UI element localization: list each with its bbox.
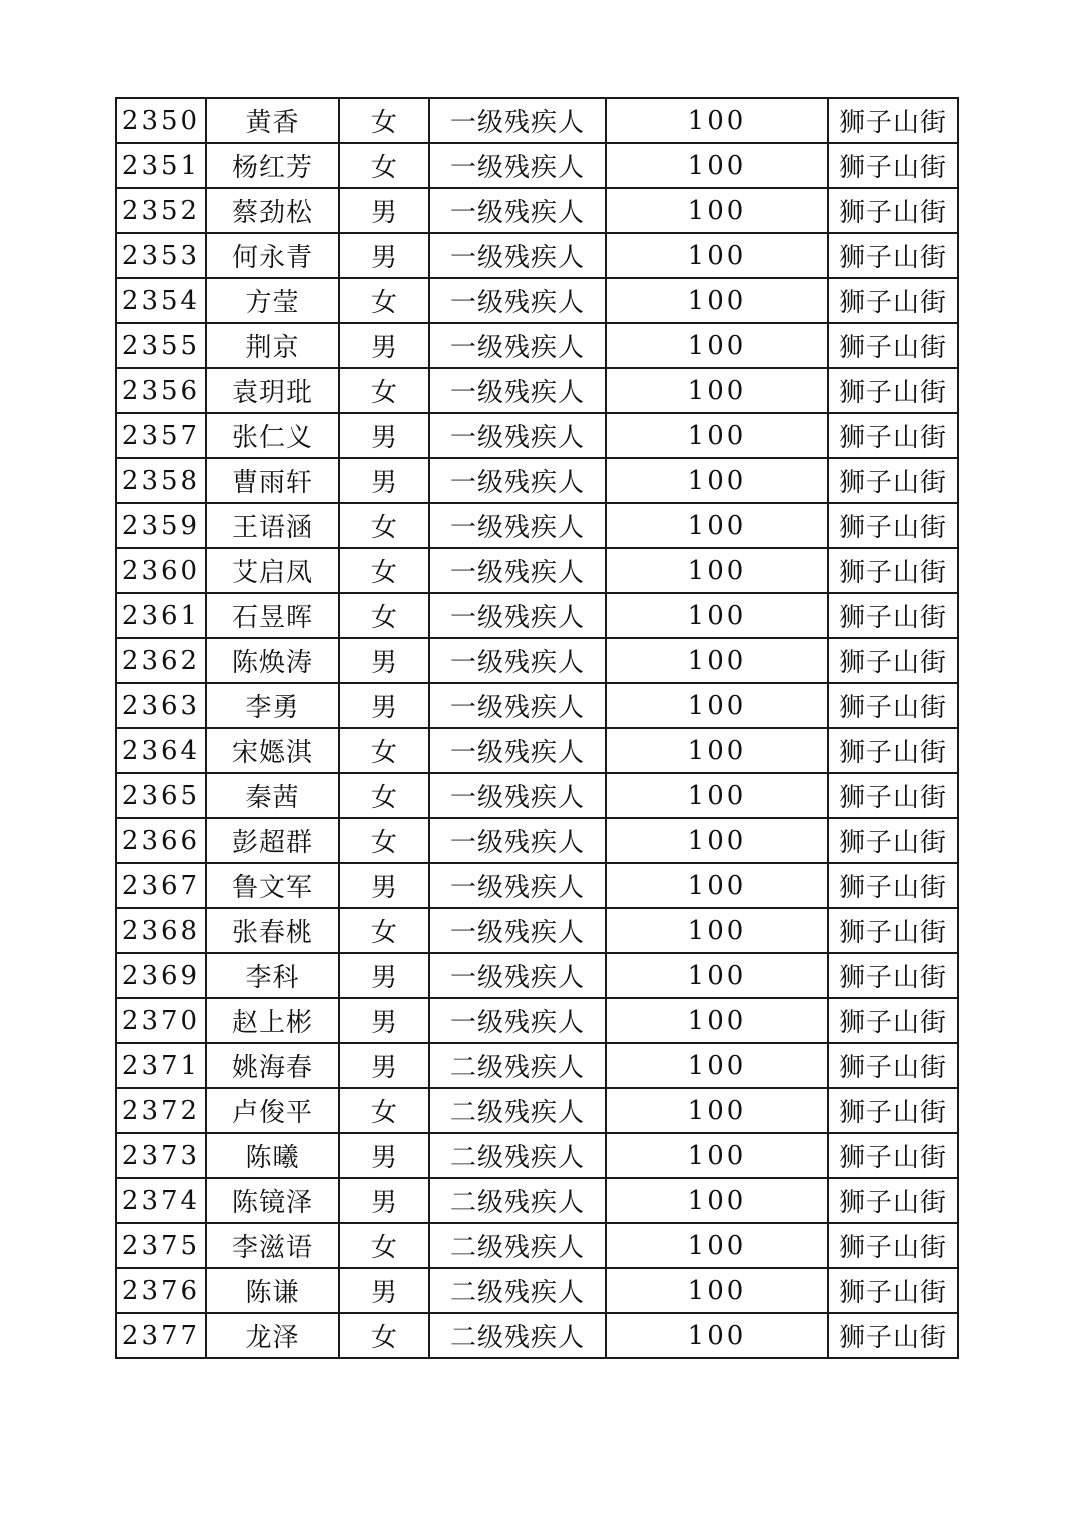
name-cell: 陈焕涛 xyxy=(206,638,339,683)
name-cell: 王语涵 xyxy=(206,503,339,548)
serial-number-cell: 2353 xyxy=(116,233,206,278)
gender-cell: 男 xyxy=(339,188,429,233)
name-cell: 蔡劲松 xyxy=(206,188,339,233)
gender-cell: 女 xyxy=(339,143,429,188)
serial-number-cell: 2361 xyxy=(116,593,206,638)
name-cell: 张仁义 xyxy=(206,413,339,458)
gender-cell: 女 xyxy=(339,368,429,413)
table-row xyxy=(116,1223,958,1268)
gender-cell: 女 xyxy=(339,593,429,638)
name-cell: 秦茜 xyxy=(206,773,339,818)
street-cell: 狮子山街 xyxy=(828,548,958,593)
gender-cell: 男 xyxy=(339,1133,429,1178)
name-cell: 彭超群 xyxy=(206,818,339,863)
amount-cell: 100 xyxy=(606,593,828,638)
serial-number-cell: 2363 xyxy=(116,683,206,728)
serial-number-cell: 2371 xyxy=(116,1043,206,1088)
gender-cell: 女 xyxy=(339,773,429,818)
name-cell: 龙泽 xyxy=(206,1313,339,1358)
amount-cell: 100 xyxy=(606,1313,828,1358)
name-cell: 宋嫕淇 xyxy=(206,728,339,773)
amount-cell: 100 xyxy=(606,278,828,323)
table-row xyxy=(116,1043,958,1088)
gender-cell: 男 xyxy=(339,998,429,1043)
street-cell: 狮子山街 xyxy=(828,1088,958,1133)
name-cell: 袁玥玭 xyxy=(206,368,339,413)
table-row xyxy=(116,728,958,773)
amount-cell: 100 xyxy=(606,98,828,143)
street-cell: 狮子山街 xyxy=(828,1313,958,1358)
gender-cell: 女 xyxy=(339,1088,429,1133)
street-cell: 狮子山街 xyxy=(828,683,958,728)
table-row xyxy=(116,323,958,368)
disability-level-cell: 一级残疾人 xyxy=(429,188,606,233)
table-row xyxy=(116,503,958,548)
street-cell: 狮子山街 xyxy=(828,278,958,323)
serial-number-cell: 2374 xyxy=(116,1178,206,1223)
table-row xyxy=(116,413,958,458)
street-cell: 狮子山街 xyxy=(828,818,958,863)
amount-cell: 100 xyxy=(606,908,828,953)
gender-cell: 女 xyxy=(339,728,429,773)
street-cell: 狮子山街 xyxy=(828,413,958,458)
street-cell: 狮子山街 xyxy=(828,728,958,773)
street-cell: 狮子山街 xyxy=(828,953,958,998)
name-cell: 陈谦 xyxy=(206,1268,339,1313)
gender-cell: 女 xyxy=(339,98,429,143)
serial-number-cell: 2373 xyxy=(116,1133,206,1178)
serial-number-cell: 2365 xyxy=(116,773,206,818)
street-cell: 狮子山街 xyxy=(828,1043,958,1088)
gender-cell: 女 xyxy=(339,503,429,548)
disability-level-cell: 一级残疾人 xyxy=(429,278,606,323)
amount-cell: 100 xyxy=(606,953,828,998)
disability-level-cell: 一级残疾人 xyxy=(429,998,606,1043)
table-row xyxy=(116,998,958,1043)
table-row xyxy=(116,1133,958,1178)
table-row xyxy=(116,188,958,233)
amount-cell: 100 xyxy=(606,818,828,863)
disability-level-cell: 一级残疾人 xyxy=(429,863,606,908)
street-cell: 狮子山街 xyxy=(828,458,958,503)
street-cell: 狮子山街 xyxy=(828,773,958,818)
disability-level-cell: 一级残疾人 xyxy=(429,233,606,278)
amount-cell: 100 xyxy=(606,503,828,548)
gender-cell: 女 xyxy=(339,818,429,863)
gender-cell: 男 xyxy=(339,323,429,368)
disability-level-cell: 二级残疾人 xyxy=(429,1088,606,1133)
amount-cell: 100 xyxy=(606,413,828,458)
amount-cell: 100 xyxy=(606,728,828,773)
table-row xyxy=(116,278,958,323)
amount-cell: 100 xyxy=(606,638,828,683)
gender-cell: 女 xyxy=(339,548,429,593)
gender-cell: 男 xyxy=(339,638,429,683)
name-cell: 李勇 xyxy=(206,683,339,728)
table-row xyxy=(116,1268,958,1313)
table-row xyxy=(116,98,958,143)
street-cell: 狮子山街 xyxy=(828,98,958,143)
disability-level-cell: 一级残疾人 xyxy=(429,638,606,683)
serial-number-cell: 2377 xyxy=(116,1313,206,1358)
serial-number-cell: 2351 xyxy=(116,143,206,188)
gender-cell: 女 xyxy=(339,278,429,323)
disability-level-cell: 一级残疾人 xyxy=(429,593,606,638)
table-row xyxy=(116,458,958,503)
disability-level-cell: 一级残疾人 xyxy=(429,773,606,818)
name-cell: 陈镜泽 xyxy=(206,1178,339,1223)
disability-level-cell: 一级残疾人 xyxy=(429,458,606,503)
name-cell: 李科 xyxy=(206,953,339,998)
amount-cell: 100 xyxy=(606,863,828,908)
name-cell: 石昱晖 xyxy=(206,593,339,638)
table-row xyxy=(116,953,958,998)
table-row xyxy=(116,683,958,728)
amount-cell: 100 xyxy=(606,143,828,188)
disability-level-cell: 一级残疾人 xyxy=(429,503,606,548)
street-cell: 狮子山街 xyxy=(828,998,958,1043)
table-row xyxy=(116,863,958,908)
disability-level-cell: 二级残疾人 xyxy=(429,1223,606,1268)
serial-number-cell: 2350 xyxy=(116,98,206,143)
street-cell: 狮子山街 xyxy=(828,188,958,233)
street-cell: 狮子山街 xyxy=(828,1223,958,1268)
serial-number-cell: 2367 xyxy=(116,863,206,908)
serial-number-cell: 2366 xyxy=(116,818,206,863)
gender-cell: 男 xyxy=(339,1178,429,1223)
street-cell: 狮子山街 xyxy=(828,368,958,413)
street-cell: 狮子山街 xyxy=(828,638,958,683)
gender-cell: 男 xyxy=(339,863,429,908)
street-cell: 狮子山街 xyxy=(828,233,958,278)
serial-number-cell: 2358 xyxy=(116,458,206,503)
name-cell: 艾启凤 xyxy=(206,548,339,593)
name-cell: 方莹 xyxy=(206,278,339,323)
table-row xyxy=(116,593,958,638)
serial-number-cell: 2356 xyxy=(116,368,206,413)
disability-level-cell: 二级残疾人 xyxy=(429,1178,606,1223)
name-cell: 荆京 xyxy=(206,323,339,368)
table-body xyxy=(116,98,958,1358)
serial-number-cell: 2362 xyxy=(116,638,206,683)
table-row xyxy=(116,773,958,818)
serial-number-cell: 2359 xyxy=(116,503,206,548)
table-row xyxy=(116,368,958,413)
street-cell: 狮子山街 xyxy=(828,1133,958,1178)
amount-cell: 100 xyxy=(606,548,828,593)
amount-cell: 100 xyxy=(606,773,828,818)
disability-level-cell: 二级残疾人 xyxy=(429,1043,606,1088)
serial-number-cell: 2372 xyxy=(116,1088,206,1133)
street-cell: 狮子山街 xyxy=(828,143,958,188)
amount-cell: 100 xyxy=(606,1268,828,1313)
name-cell: 赵上彬 xyxy=(206,998,339,1043)
amount-cell: 100 xyxy=(606,368,828,413)
gender-cell: 男 xyxy=(339,233,429,278)
table-row xyxy=(116,638,958,683)
gender-cell: 女 xyxy=(339,1313,429,1358)
disability-level-cell: 二级残疾人 xyxy=(429,1133,606,1178)
serial-number-cell: 2368 xyxy=(116,908,206,953)
serial-number-cell: 2357 xyxy=(116,413,206,458)
document-page xyxy=(115,97,959,1359)
disability-level-cell: 一级残疾人 xyxy=(429,98,606,143)
name-cell: 曹雨轩 xyxy=(206,458,339,503)
amount-cell: 100 xyxy=(606,1088,828,1133)
amount-cell: 100 xyxy=(606,458,828,503)
amount-cell: 100 xyxy=(606,323,828,368)
disability-level-cell: 一级残疾人 xyxy=(429,818,606,863)
table-row xyxy=(116,548,958,593)
disability-level-cell: 一级残疾人 xyxy=(429,728,606,773)
serial-number-cell: 2376 xyxy=(116,1268,206,1313)
name-cell: 李滋语 xyxy=(206,1223,339,1268)
name-cell: 姚海春 xyxy=(206,1043,339,1088)
disability-level-cell: 二级残疾人 xyxy=(429,1268,606,1313)
disability-level-cell: 一级残疾人 xyxy=(429,683,606,728)
table-row xyxy=(116,143,958,188)
table-row xyxy=(116,233,958,278)
gender-cell: 男 xyxy=(339,458,429,503)
disability-level-cell: 一级残疾人 xyxy=(429,548,606,593)
disability-level-cell: 一级残疾人 xyxy=(429,908,606,953)
serial-number-cell: 2370 xyxy=(116,998,206,1043)
name-cell: 陈曦 xyxy=(206,1133,339,1178)
amount-cell: 100 xyxy=(606,1178,828,1223)
gender-cell: 女 xyxy=(339,1223,429,1268)
serial-number-cell: 2369 xyxy=(116,953,206,998)
amount-cell: 100 xyxy=(606,188,828,233)
recipient-table xyxy=(115,97,959,1359)
disability-level-cell: 二级残疾人 xyxy=(429,1313,606,1358)
gender-cell: 男 xyxy=(339,683,429,728)
amount-cell: 100 xyxy=(606,1133,828,1178)
name-cell: 鲁文军 xyxy=(206,863,339,908)
name-cell: 黄香 xyxy=(206,98,339,143)
amount-cell: 100 xyxy=(606,233,828,278)
name-cell: 杨红芳 xyxy=(206,143,339,188)
serial-number-cell: 2375 xyxy=(116,1223,206,1268)
serial-number-cell: 2354 xyxy=(116,278,206,323)
street-cell: 狮子山街 xyxy=(828,323,958,368)
gender-cell: 男 xyxy=(339,1268,429,1313)
gender-cell: 男 xyxy=(339,413,429,458)
disability-level-cell: 一级残疾人 xyxy=(429,953,606,998)
gender-cell: 男 xyxy=(339,953,429,998)
disability-level-cell: 一级残疾人 xyxy=(429,143,606,188)
name-cell: 张春桃 xyxy=(206,908,339,953)
amount-cell: 100 xyxy=(606,683,828,728)
street-cell: 狮子山街 xyxy=(828,1178,958,1223)
street-cell: 狮子山街 xyxy=(828,1268,958,1313)
amount-cell: 100 xyxy=(606,998,828,1043)
street-cell: 狮子山街 xyxy=(828,908,958,953)
street-cell: 狮子山街 xyxy=(828,503,958,548)
gender-cell: 女 xyxy=(339,908,429,953)
street-cell: 狮子山街 xyxy=(828,863,958,908)
serial-number-cell: 2355 xyxy=(116,323,206,368)
name-cell: 卢俊平 xyxy=(206,1088,339,1133)
serial-number-cell: 2360 xyxy=(116,548,206,593)
serial-number-cell: 2364 xyxy=(116,728,206,773)
street-cell: 狮子山街 xyxy=(828,593,958,638)
disability-level-cell: 一级残疾人 xyxy=(429,413,606,458)
table-row xyxy=(116,818,958,863)
table-row xyxy=(116,908,958,953)
disability-level-cell: 一级残疾人 xyxy=(429,368,606,413)
serial-number-cell: 2352 xyxy=(116,188,206,233)
table-row xyxy=(116,1178,958,1223)
table-row xyxy=(116,1313,958,1358)
amount-cell: 100 xyxy=(606,1223,828,1268)
disability-level-cell: 一级残疾人 xyxy=(429,323,606,368)
gender-cell: 男 xyxy=(339,1043,429,1088)
name-cell: 何永青 xyxy=(206,233,339,278)
table-row xyxy=(116,1088,958,1133)
amount-cell: 100 xyxy=(606,1043,828,1088)
